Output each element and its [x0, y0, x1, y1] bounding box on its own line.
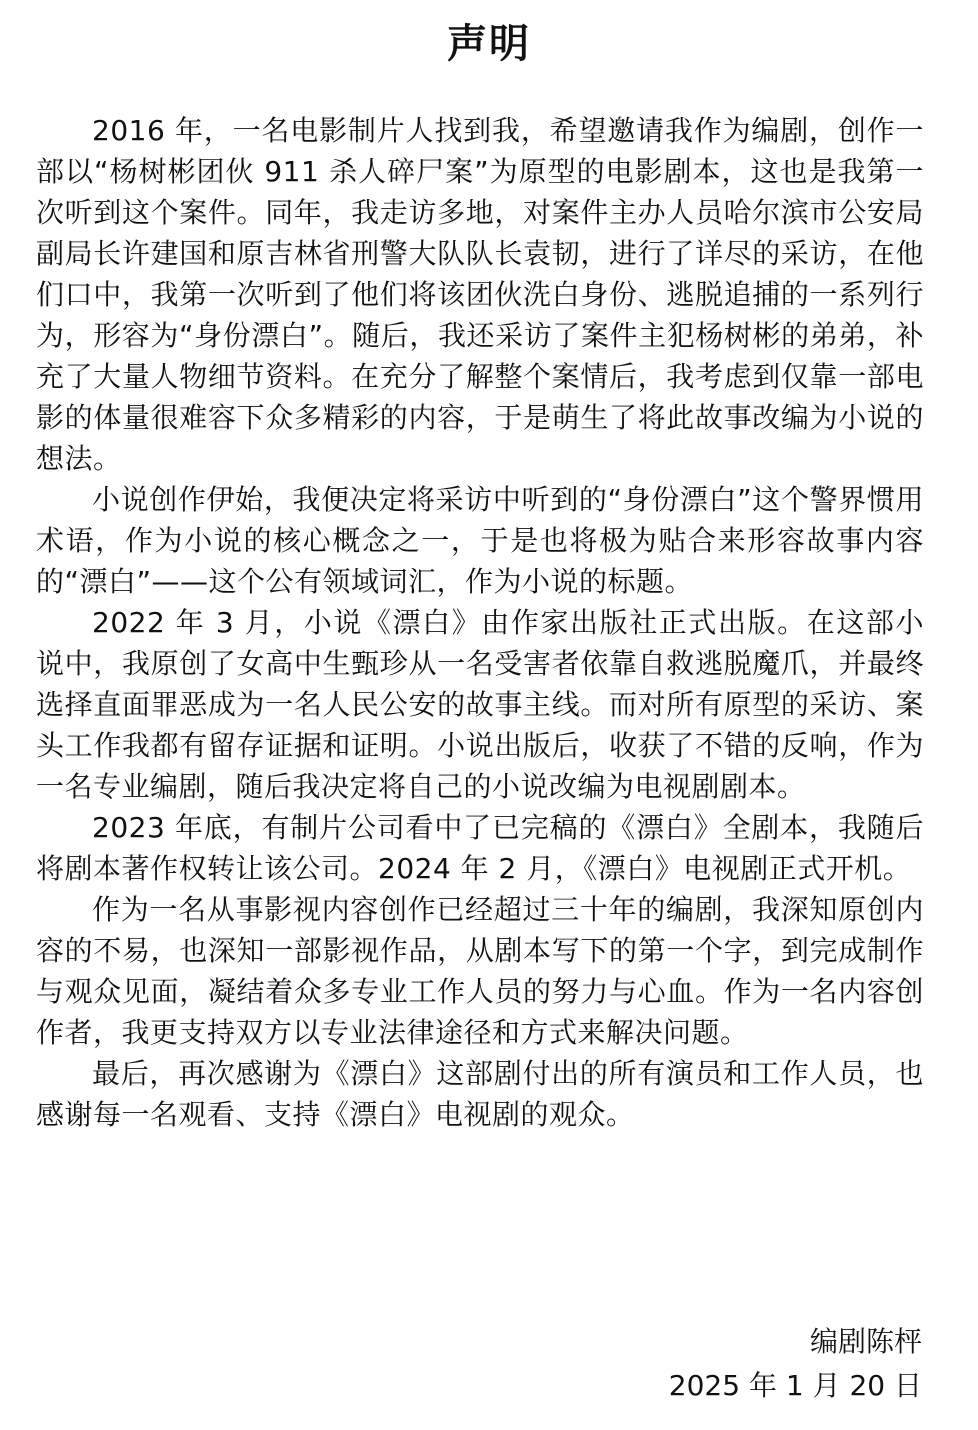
- paragraph-4: 2023 年底，有制片公司看中了已完稿的《漂白》全剧本，我随后将剧本著作权转让该公司。2024 年 2 月，《漂白》电视剧正式开机。: [36, 811, 924, 885]
- paragraph-3: 2022 年 3 月，小说《漂白》由作家出版社正式出版。在这部小说中，我原创了女高中生甄珍从一名受害者依靠自救逃脱魔爪，并最终选择直面罪恶成为一名人民公安的故事主线。而对所有原型的采访、案头工作我都有留存证据和证明。小说出版后，收获了不错的反响，作为一名专业编剧，随后我决定将自己的小说改编为电视剧剧本。: [36, 606, 924, 803]
- signature-block: [669, 1320, 922, 1408]
- paragraph-1: 2016 年，一名电影制片人找到我，希望邀请我作为编剧，创作一部以“杨树彬团伙 911 杀人碎尸案”为原型的电影剧本，这也是我第一次听到这个案件。同年，我走访多地，对案件主办人员哈尔滨市公安局副局长许建国和原吉林省刑警大队队长袁韧，进行了详尽的采访，在他们口中，我第一次听到了他们将该团伙洗白身份、逃脱追捕的一系列行为，形容为“身份漂白”。随后，我还采访了案件主犯杨树彬的弟弟，补充了大量人物细节资料。在充分了解整个案情后，我考虑到仅靠一部电影的体量很难容下众多精彩的内容，于是萌生了将此故事改编为小说的想法。: [36, 114, 924, 475]
- signature-author: 编剧陈枰: [809, 1325, 922, 1358]
- signature-date: 2025 年 1 月 20 日: [668, 1369, 922, 1402]
- paragraph-2: 小说创作伊始，我便决定将采访中听到的“身份漂白”这个警界惯用术语，作为小说的核心概念之一，于是也将极为贴合来形容故事内容的“漂白”——这个公有领域词汇，作为小说的标题。: [36, 483, 924, 598]
- document-title: 声明: [447, 21, 531, 67]
- paragraph-6: 最后，再次感谢为《漂白》这部剧付出的所有演员和工作人员，也感谢每一名观看、支持《漂白》电视剧的观众。: [36, 1057, 924, 1131]
- paragraph-5: 作为一名从事影视内容创作已经超过三十年的编剧，我深知原创内容的不易，也深知一部影视作品，从剧本写下的第一个字，到完成制作与观众见面，凝结着众多专业工作人员的努力与心血。作为一名内容创作者，我更支持双方以专业法律途径和方式来解决问题。: [36, 893, 924, 1049]
- statement-body: [36, 110, 924, 1135]
